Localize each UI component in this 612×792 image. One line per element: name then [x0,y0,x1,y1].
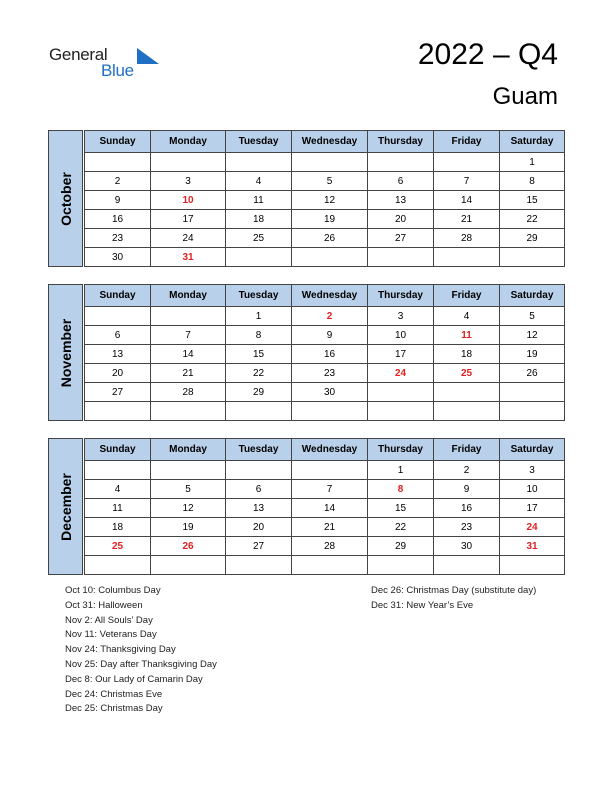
holiday-day-cell: 10 [151,191,226,210]
month-label [48,130,83,267]
holiday-day-cell: 2 [292,307,368,326]
weekday-header: Wednesday [292,439,368,461]
weekday-header: Monday [151,131,226,153]
calendar-grid [84,438,565,575]
day-cell [500,248,565,267]
day-cell: 2 [85,172,151,191]
day-cell: 27 [226,537,292,556]
day-cell [226,461,292,480]
day-cell: 12 [151,499,226,518]
day-cell [292,153,368,172]
day-cell: 22 [226,364,292,383]
holiday-note: Nov 25: Day after Thanksgiving Day [65,658,217,670]
day-cell [368,153,434,172]
country-name: Guam [492,83,558,110]
day-cell [292,556,368,575]
day-cell: 12 [500,326,565,345]
day-cell [434,153,500,172]
day-cell: 22 [500,210,565,229]
weekday-header: Saturday [500,439,565,461]
week-row [85,364,565,383]
day-cell: 29 [368,537,434,556]
weekday-header: Tuesday [226,131,292,153]
day-cell [85,153,151,172]
holiday-day-cell: 31 [151,248,226,267]
day-cell [368,383,434,402]
day-cell [226,248,292,267]
day-cell [368,248,434,267]
week-row [85,229,565,248]
day-cell: 27 [85,383,151,402]
weekday-header: Thursday [368,131,434,153]
day-cell: 29 [500,229,565,248]
day-cell [151,153,226,172]
day-cell [500,383,565,402]
day-cell: 18 [226,210,292,229]
day-cell: 10 [368,326,434,345]
weekday-header: Thursday [368,439,434,461]
day-cell: 23 [434,518,500,537]
day-cell: 7 [434,172,500,191]
holiday-notes-left [65,584,217,717]
holiday-day-cell: 11 [434,326,500,345]
day-cell: 14 [292,499,368,518]
calendar-grid [84,130,565,267]
week-row [85,461,565,480]
day-cell: 16 [434,499,500,518]
day-cell: 7 [151,326,226,345]
day-cell: 13 [85,345,151,364]
day-cell: 21 [292,518,368,537]
day-cell: 23 [292,364,368,383]
day-cell [368,556,434,575]
holiday-note: Nov 24: Thanksgiving Day [65,644,176,656]
day-cell: 6 [368,172,434,191]
weekday-header: Sunday [85,439,151,461]
day-cell: 21 [434,210,500,229]
holiday-day-cell: 25 [434,364,500,383]
holiday-day-cell: 24 [500,518,565,537]
month-name: December [57,472,74,541]
day-cell: 7 [292,480,368,499]
month-label [48,284,83,421]
day-cell: 28 [434,229,500,248]
weekday-header: Friday [434,131,500,153]
day-cell [151,307,226,326]
holiday-note: Oct 10: Columbus Day [65,585,161,596]
day-cell [151,461,226,480]
day-cell [434,383,500,402]
week-row [85,172,565,191]
day-cell [434,402,500,421]
weekday-header: Tuesday [226,285,292,307]
day-cell: 28 [151,383,226,402]
day-cell: 21 [151,364,226,383]
day-cell [292,402,368,421]
day-cell [85,556,151,575]
day-cell: 20 [85,364,151,383]
day-cell: 6 [85,326,151,345]
day-cell: 20 [226,518,292,537]
day-cell: 8 [226,326,292,345]
weekday-header: Saturday [500,285,565,307]
day-cell: 5 [292,172,368,191]
day-cell: 17 [151,210,226,229]
day-cell [292,248,368,267]
weekday-header: Sunday [85,285,151,307]
holiday-note: Dec 24: Christmas Eve [65,688,163,700]
day-cell: 1 [500,153,565,172]
day-cell: 16 [85,210,151,229]
brand-logo [49,45,149,85]
day-cell: 1 [226,307,292,326]
week-row [85,326,565,345]
weekday-header: Monday [151,285,226,307]
day-cell: 9 [85,191,151,210]
day-cell: 25 [226,229,292,248]
day-cell [85,307,151,326]
day-cell: 15 [226,345,292,364]
day-cell: 26 [500,364,565,383]
day-cell: 17 [500,499,565,518]
week-row [85,153,565,172]
day-cell [85,461,151,480]
day-cell: 19 [151,518,226,537]
day-cell: 15 [368,499,434,518]
week-row [85,383,565,402]
week-row [85,191,565,210]
weekday-header: Tuesday [226,439,292,461]
day-cell [434,248,500,267]
week-row [85,402,565,421]
day-cell [434,556,500,575]
day-cell: 19 [500,345,565,364]
calendar-grid [84,284,565,421]
weekday-header: Sunday [85,131,151,153]
day-cell: 16 [292,345,368,364]
day-cell [226,556,292,575]
weekday-header: Thursday [368,285,434,307]
day-cell: 5 [500,307,565,326]
day-cell: 3 [368,307,434,326]
day-cell [226,402,292,421]
month-name: November [57,318,74,387]
month-label [48,438,83,575]
day-cell: 29 [226,383,292,402]
day-cell: 17 [368,345,434,364]
day-cell: 23 [85,229,151,248]
day-cell: 10 [500,480,565,499]
holiday-note: Dec 31: New Year’s Eve [371,599,474,611]
day-cell: 4 [85,480,151,499]
day-cell: 3 [151,172,226,191]
day-cell: 24 [151,229,226,248]
week-row [85,537,565,556]
day-cell: 9 [292,326,368,345]
holiday-note: Dec 8: Our Lady of Camarin Day [65,673,203,685]
page-title: 2022 – Q4 [417,38,558,71]
day-cell [151,556,226,575]
day-cell: 3 [500,461,565,480]
holiday-note: Dec 25: Christmas Day [65,703,163,715]
day-cell: 11 [226,191,292,210]
weekday-header-row [85,131,565,153]
day-cell: 18 [85,518,151,537]
day-cell: 5 [151,480,226,499]
day-cell: 9 [434,480,500,499]
day-cell: 12 [292,191,368,210]
logo-text-general: General [49,45,108,64]
day-cell: 30 [85,248,151,267]
week-row [85,518,565,537]
day-cell: 2 [434,461,500,480]
day-cell: 14 [434,191,500,210]
day-cell: 26 [292,229,368,248]
day-cell [226,153,292,172]
week-row [85,556,565,575]
day-cell: 11 [85,499,151,518]
day-cell [292,461,368,480]
day-cell [85,402,151,421]
weekday-header: Wednesday [292,285,368,307]
day-cell: 22 [368,518,434,537]
day-cell: 6 [226,480,292,499]
day-cell: 20 [368,210,434,229]
week-row [85,499,565,518]
holiday-day-cell: 31 [500,537,565,556]
day-cell: 14 [151,345,226,364]
day-cell: 27 [368,229,434,248]
day-cell [500,556,565,575]
weekday-header: Friday [434,439,500,461]
week-row [85,345,565,364]
day-cell: 30 [292,383,368,402]
weekday-header: Wednesday [292,131,368,153]
day-cell: 8 [500,172,565,191]
holiday-notes-right [371,584,536,614]
day-cell: 4 [226,172,292,191]
holiday-note: Oct 31: Halloween [65,599,143,611]
day-cell: 15 [500,191,565,210]
day-cell [368,402,434,421]
weekday-header-row [85,439,565,461]
logo-triangle-icon [137,48,159,64]
holiday-day-cell: 26 [151,537,226,556]
day-cell [500,402,565,421]
day-cell: 28 [292,537,368,556]
week-row [85,480,565,499]
week-row [85,210,565,229]
holiday-day-cell: 24 [368,364,434,383]
day-cell: 13 [368,191,434,210]
weekday-header: Saturday [500,131,565,153]
day-cell: 30 [434,537,500,556]
day-cell: 19 [292,210,368,229]
day-cell: 13 [226,499,292,518]
holiday-day-cell: 8 [368,480,434,499]
day-cell [151,402,226,421]
day-cell: 18 [434,345,500,364]
weekday-header-row [85,285,565,307]
day-cell: 4 [434,307,500,326]
weekday-header: Friday [434,285,500,307]
holiday-day-cell: 25 [85,537,151,556]
holiday-note: Nov 11: Veterans Day [65,629,157,641]
day-cell: 1 [368,461,434,480]
logo-text-blue: Blue [101,61,134,80]
holiday-note: Dec 26: Christmas Day (substitute day) [371,585,537,596]
week-row [85,307,565,326]
month-name: October [57,171,74,226]
holiday-note: Nov 2: All Souls’ Day [65,614,153,626]
week-row [85,248,565,267]
weekday-header: Monday [151,439,226,461]
